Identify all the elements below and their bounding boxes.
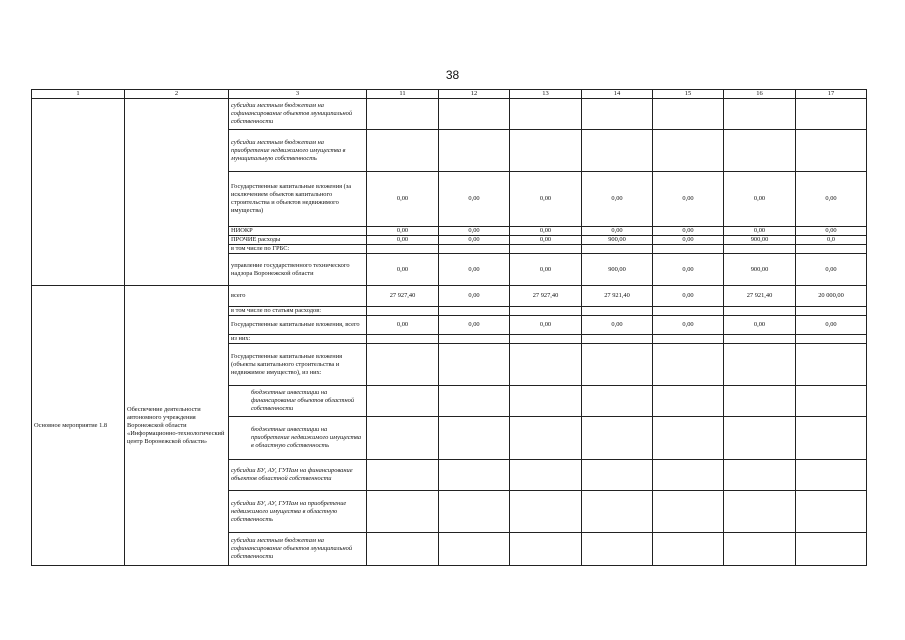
value-cell [796,386,867,417]
value-cell: 27 927,40 [367,286,439,307]
value-cell: 0,00 [796,172,867,227]
empty-cell [32,99,125,286]
value-cell [796,491,867,533]
value-cell [582,533,653,566]
value-cell: 0,00 [439,227,510,236]
value-cell: 900,00 [582,236,653,245]
value-cell: 0,00 [653,316,724,335]
value-cell: 0,00 [582,172,653,227]
value-cell: 0,00 [796,227,867,236]
value-cell: 27 921,40 [724,286,796,307]
value-cell: 0,00 [367,172,439,227]
row-label: субсидии местным бюджетам на софинансирование объектов муниципальной собственности [229,533,367,566]
value-cell [796,130,867,172]
value-cell [510,344,582,386]
value-cell [724,307,796,316]
row-label: в том числе по ГРБС: [229,245,367,254]
value-cell [439,460,510,491]
value-cell: 20 000,00 [796,286,867,307]
value-cell [796,344,867,386]
value-cell [439,344,510,386]
value-cell: 0,00 [796,254,867,286]
row-label: ПРОЧИЕ расходы [229,236,367,245]
table-row [32,286,867,307]
value-cell [582,245,653,254]
value-cell [724,245,796,254]
value-cell [724,460,796,491]
table-body [32,90,867,566]
value-cell [439,307,510,316]
column-header: 1 [32,90,125,99]
value-cell [367,460,439,491]
value-cell [653,335,724,344]
value-cell [796,99,867,130]
value-cell [510,460,582,491]
value-cell [653,307,724,316]
value-cell: 0,00 [510,227,582,236]
page-number: 38 [445,68,460,82]
value-cell: 0,00 [439,286,510,307]
value-cell [439,491,510,533]
value-cell [653,130,724,172]
value-cell [582,417,653,460]
value-cell [724,417,796,460]
value-cell: 0,00 [724,172,796,227]
value-cell: 900,00 [724,236,796,245]
value-cell [653,344,724,386]
value-cell: 0,00 [582,227,653,236]
row-label: субсидии местным бюджетам на софинансирование объектов муниципальной собственности [229,99,367,130]
value-cell [367,417,439,460]
value-cell: 900,00 [724,254,796,286]
row-label: бюджетные инвестиции на приобретение недвижимого имущества в областную собственность [229,417,367,460]
value-cell: 0,00 [510,172,582,227]
value-cell: 0,00 [653,286,724,307]
budget-table [31,89,867,566]
value-cell: 0,00 [510,316,582,335]
value-cell [724,491,796,533]
value-cell [510,417,582,460]
column-header-row [32,90,867,99]
row-label: бюджетные инвестиции на финансирование объектов областной собственности [229,386,367,417]
value-cell [582,99,653,130]
value-cell [367,533,439,566]
value-cell: 0,00 [439,254,510,286]
column-header: 15 [653,90,724,99]
value-cell: 0,00 [367,316,439,335]
value-cell [510,130,582,172]
table-row [32,99,867,130]
value-cell: 0,00 [367,227,439,236]
value-cell [796,417,867,460]
value-cell: 0,00 [653,227,724,236]
value-cell [653,245,724,254]
row-label: Государственные капитальные вложения, всего [229,316,367,335]
row-label: управление государственного технического надзора Воронежской области [229,254,367,286]
value-cell [510,335,582,344]
value-cell [582,344,653,386]
value-cell [439,245,510,254]
empty-cell [125,99,229,286]
value-cell [653,386,724,417]
value-cell [724,130,796,172]
value-cell [582,460,653,491]
row-label: из них: [229,335,367,344]
column-header: 16 [724,90,796,99]
value-cell: 0,00 [724,316,796,335]
value-cell: 0,00 [510,254,582,286]
value-cell [510,491,582,533]
value-cell [796,245,867,254]
value-cell: 0,00 [582,316,653,335]
value-cell [582,130,653,172]
value-cell [510,99,582,130]
column-header: 12 [439,90,510,99]
column-header: 2 [125,90,229,99]
activity-title: Основное мероприятие 1.8 [32,286,125,566]
value-cell: 0,0 [796,236,867,245]
value-cell [510,386,582,417]
column-header: 17 [796,90,867,99]
row-label: всего [229,286,367,307]
value-cell [510,307,582,316]
value-cell [653,417,724,460]
value-cell [582,491,653,533]
value-cell [796,533,867,566]
activity-description: Обеспечение деятельности автономного учреждения Воронежской области «Информационно-технологический центр Воронежской области» [125,286,229,566]
value-cell: 0,00 [367,236,439,245]
value-cell [439,130,510,172]
value-cell: 27 927,40 [510,286,582,307]
row-label: субсидии местным бюджетам на приобретение недвижимого имущества в муниципальную собственность [229,130,367,172]
row-label: Государственные капитальные вложения (за исключением объектов капитального строительства и объектов недвижимого имущества) [229,172,367,227]
row-label: субсидии БУ, АУ, ГУПам на приобретение недвижимого имущества в областную собственность [229,491,367,533]
value-cell: 0,00 [653,254,724,286]
value-cell [653,99,724,130]
value-cell [367,386,439,417]
value-cell [367,245,439,254]
column-header: 11 [367,90,439,99]
value-cell [439,335,510,344]
value-cell: 0,00 [724,227,796,236]
row-label: НИОКР [229,227,367,236]
value-cell [439,417,510,460]
value-cell [653,491,724,533]
value-cell [439,99,510,130]
value-cell [724,344,796,386]
value-cell: 0,00 [653,236,724,245]
value-cell [439,386,510,417]
value-cell: 0,00 [439,316,510,335]
value-cell [367,491,439,533]
column-header: 14 [582,90,653,99]
column-header: 13 [510,90,582,99]
value-cell: 0,00 [367,254,439,286]
value-cell [367,99,439,130]
value-cell: 0,00 [796,316,867,335]
value-cell [796,460,867,491]
value-cell [367,344,439,386]
value-cell: 0,00 [510,236,582,245]
value-cell: 27 921,40 [582,286,653,307]
row-label: субсидии БУ, АУ, ГУПам на финансирование объектов областной собственности [229,460,367,491]
row-label: в том числе по статьям расходов: [229,307,367,316]
row-label: Государственные капитальные вложения (объекты капитального строительства и недвижимое имущество), из них: [229,344,367,386]
value-cell [796,307,867,316]
value-cell [367,335,439,344]
value-cell [724,99,796,130]
value-cell [582,335,653,344]
value-cell [510,533,582,566]
value-cell [439,533,510,566]
value-cell [367,307,439,316]
value-cell [724,533,796,566]
value-cell [653,460,724,491]
value-cell [582,386,653,417]
value-cell [367,130,439,172]
value-cell [796,335,867,344]
value-cell: 900,00 [582,254,653,286]
value-cell [582,307,653,316]
value-cell: 0,00 [439,236,510,245]
value-cell [510,245,582,254]
value-cell [724,386,796,417]
value-cell [724,335,796,344]
value-cell: 0,00 [439,172,510,227]
value-cell [653,533,724,566]
column-header: 3 [229,90,367,99]
value-cell: 0,00 [653,172,724,227]
